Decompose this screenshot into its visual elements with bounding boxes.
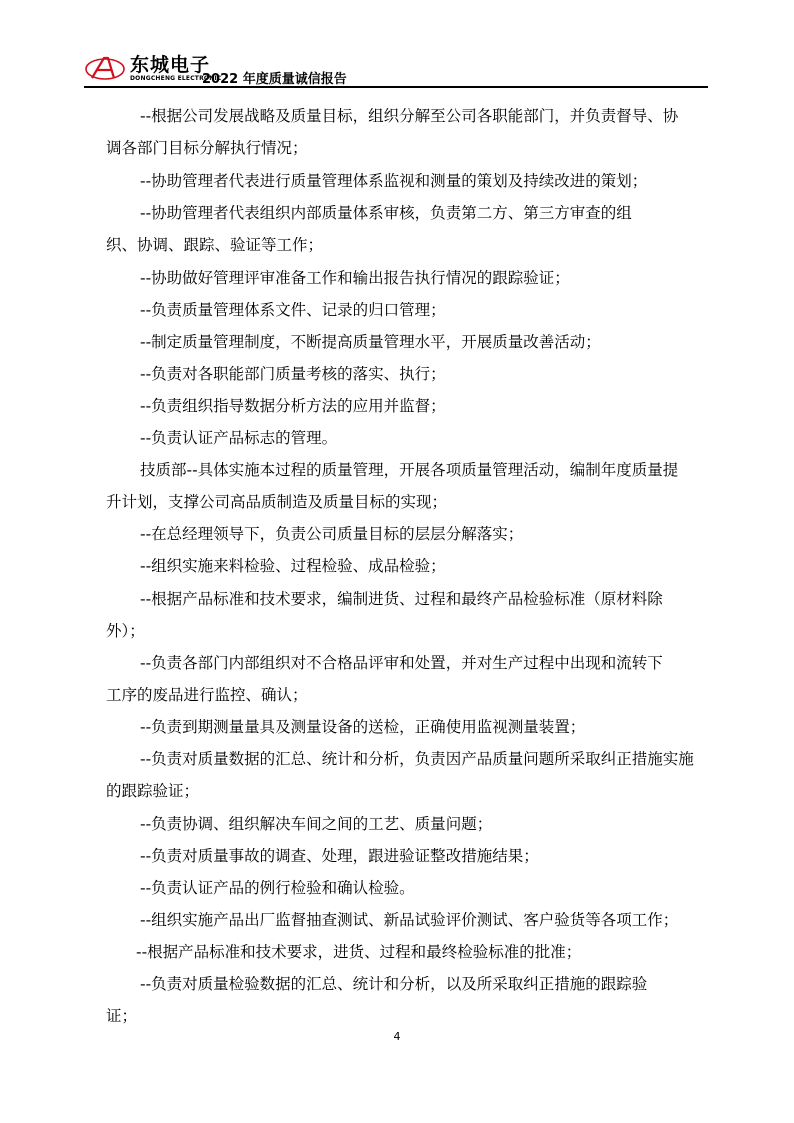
body-line: --根据产品标准和技术要求，编制进货、过程和最终产品检验标准（原材料除	[140, 590, 663, 608]
header-divider	[84, 86, 708, 88]
body-line: 工序的废品进行监控、确认；	[106, 686, 308, 704]
body-line: 织、协调、跟踪、验证等工作；	[106, 236, 324, 254]
body-line: --负责对质量检验数据的汇总、统计和分析，以及所采取纠正措施的跟踪验	[140, 975, 648, 993]
body-line: --制定质量管理制度，不断提高质量管理水平，开展质量改善活动；	[140, 333, 601, 351]
body-line: --负责认证产品标志的管理。	[140, 429, 338, 447]
body-line: --负责质量管理体系文件、记录的归口管理；	[140, 301, 446, 319]
body-line: 证；	[106, 1007, 138, 1025]
brand-name: 东城电子	[130, 54, 211, 76]
body-line: --负责组织指导数据分析方法的应用并监督；	[140, 397, 446, 415]
body-line: --负责对各职能部门质量考核的落实、执行；	[140, 365, 446, 383]
body-line: 技质部--具体实施本过程的质量管理，开展各项质量管理活动，编制年度质量提	[140, 461, 679, 479]
body-line: --组织实施产品出厂监督抽查测试、新品试验评价测试、客户验货等各项工作；	[140, 911, 679, 929]
body-line: 的跟踪验证；	[106, 782, 200, 800]
body-line: --负责各部门内部组织对不合格品评审和处置，并对生产过程中出现和流转下	[140, 654, 663, 672]
body-line: --组织实施来料检验、过程检验、成品检验；	[140, 557, 446, 575]
body-line: --协助管理者代表进行质量管理体系监视和测量的策划及持续改进的策划；	[140, 172, 648, 190]
body-line: --负责对质量事故的调查、处理，跟进验证整改措施结果；	[140, 847, 539, 865]
dongcheng-logo-icon	[84, 54, 126, 82]
page-number: 4	[393, 1030, 401, 1043]
body-line: 调各部门目标分解执行情况；	[106, 139, 308, 157]
report-title: 2022 年度质量诚信报告	[202, 72, 347, 87]
body-line: --根据产品标准和技术要求，进货、过程和最终检验标准的批准；	[136, 943, 582, 961]
body-line: --根据公司发展战略及质量目标，组织分解至公司各职能部门，并负责督导、协	[140, 107, 679, 125]
body-line: 升计划，支撑公司高品质制造及质量目标的实现；	[106, 493, 448, 511]
body-line: 外）；	[106, 622, 145, 640]
body-line: --负责协调、组织解决车间之间的工艺、质量问题；	[140, 815, 493, 833]
body-line: --在总经理领导下，负责公司质量目标的层层分解落实；	[140, 525, 524, 543]
body-line: --负责到期测量量具及测量设备的送检，正确使用监视测量装置；	[140, 718, 586, 736]
brand-name-english: DONGCHENG ELECTRONIC	[130, 75, 222, 82]
page-header	[84, 46, 704, 86]
body-line: --负责对质量数据的汇总、统计和分析，负责因产品质量问题所采取纠正措施实施	[140, 750, 694, 768]
body-line: --负责认证产品的例行检验和确认检验。	[140, 879, 415, 897]
body-line: --协助管理者代表组织内部质量体系审核，负责第二方、第三方审查的组	[140, 204, 632, 222]
body-line: --协助做好管理评审准备工作和输出报告执行情况的跟踪验证；	[140, 269, 570, 287]
